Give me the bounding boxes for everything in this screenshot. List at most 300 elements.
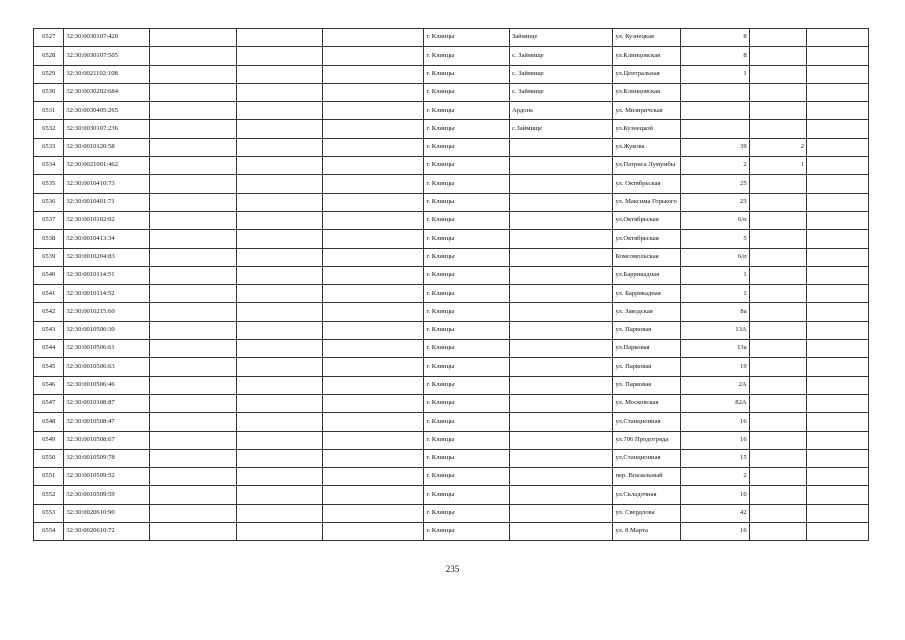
row-number-cell: 6551 [34, 468, 64, 486]
cadastral-number-cell: 32:30:0030107:236 [64, 120, 150, 138]
house-number-cell: 8а [680, 303, 749, 321]
table-row [34, 486, 869, 504]
street-cell: ул. 8 Марта [613, 523, 681, 541]
house-number-cell [680, 83, 749, 101]
empty-cell [236, 120, 323, 138]
flat-number-cell [749, 120, 806, 138]
flat-number-cell [749, 394, 806, 412]
house-number-cell: 6/п [680, 248, 749, 266]
empty-cell [149, 65, 236, 83]
empty-cell [149, 248, 236, 266]
street-cell: пер. Вокзальный [613, 468, 681, 486]
empty-cell [323, 376, 424, 394]
locality-cell [509, 285, 613, 303]
empty-cell [149, 376, 236, 394]
empty-cell [807, 449, 869, 467]
cadastral-number-cell: 32:30:0010114:51 [64, 266, 150, 284]
house-number-cell: 82А [680, 394, 749, 412]
empty-cell [807, 193, 869, 211]
flat-number-cell [749, 83, 806, 101]
row-number-cell: 6535 [34, 175, 64, 193]
locality-cell: с. Займище [509, 47, 613, 65]
flat-number-cell [749, 248, 806, 266]
table-row [34, 340, 869, 358]
locality-cell [509, 449, 613, 467]
house-number-cell: 23 [680, 193, 749, 211]
row-number-cell: 6527 [34, 29, 64, 47]
locality-cell [509, 468, 613, 486]
empty-cell [149, 449, 236, 467]
empty-cell [149, 102, 236, 120]
empty-cell [807, 230, 869, 248]
cadastral-number-cell: 32:30:0021102:108 [64, 65, 150, 83]
empty-cell [149, 193, 236, 211]
locality-cell [509, 211, 613, 229]
row-number-cell: 6539 [34, 248, 64, 266]
locality-cell [509, 138, 613, 156]
cadastral-number-cell: 32:30:0030107:505 [64, 47, 150, 65]
empty-cell [149, 157, 236, 175]
locality-cell [509, 266, 613, 284]
locality-cell: с. Займище [509, 65, 613, 83]
city-cell: г. Клинцы [424, 523, 510, 541]
house-number-cell: 1 [680, 65, 749, 83]
empty-cell [236, 340, 323, 358]
row-number-cell: 6552 [34, 486, 64, 504]
city-cell: г. Клинцы [424, 193, 510, 211]
cadastral-number-cell: 32:30:0010120:58 [64, 138, 150, 156]
flat-number-cell [749, 230, 806, 248]
house-number-cell: 8 [680, 47, 749, 65]
empty-cell [149, 303, 236, 321]
empty-cell [149, 138, 236, 156]
row-number-cell: 6541 [34, 285, 64, 303]
locality-cell [509, 157, 613, 175]
street-cell: Комсомольская [613, 248, 681, 266]
cadastral-number-cell: 32:30:0010102:92 [64, 211, 150, 229]
row-number-cell: 6550 [34, 449, 64, 467]
house-number-cell: 16 [680, 431, 749, 449]
cadastral-number-cell: 32:30:0030202:684 [64, 83, 150, 101]
empty-cell [323, 83, 424, 101]
cadastral-number-cell: 32:30:0010506:30 [64, 321, 150, 339]
locality-cell [509, 358, 613, 376]
flat-number-cell [749, 285, 806, 303]
empty-cell [807, 486, 869, 504]
row-number-cell: 6553 [34, 504, 64, 522]
empty-cell [807, 29, 869, 47]
flat-number-cell [749, 413, 806, 431]
empty-cell [236, 266, 323, 284]
table-row [34, 523, 869, 541]
registry-table [33, 28, 869, 541]
empty-cell [323, 449, 424, 467]
street-cell: ул. Кузнецкая [613, 29, 681, 47]
city-cell: г. Клинцы [424, 175, 510, 193]
empty-cell [323, 413, 424, 431]
empty-cell [807, 321, 869, 339]
house-number-cell: 6/п [680, 211, 749, 229]
table-row [34, 157, 869, 175]
house-number-cell: 8 [680, 29, 749, 47]
city-cell: г. Клинцы [424, 248, 510, 266]
locality-cell [509, 486, 613, 504]
city-cell: г. Клинцы [424, 504, 510, 522]
city-cell: г. Клинцы [424, 394, 510, 412]
cadastral-number-cell: 32:30:0010204:83 [64, 248, 150, 266]
empty-cell [236, 468, 323, 486]
street-cell: ул.Баррикадная [613, 266, 681, 284]
row-number-cell: 6531 [34, 102, 64, 120]
cadastral-number-cell: 32:30:0020610:90 [64, 504, 150, 522]
flat-number-cell [749, 266, 806, 284]
table-row [34, 102, 869, 120]
table-row [34, 504, 869, 522]
empty-cell [149, 29, 236, 47]
street-cell: ул. Мизиричская [613, 102, 681, 120]
table-row [34, 431, 869, 449]
cadastral-number-cell: 32:30:0030107:420 [64, 29, 150, 47]
street-cell: ул. Парковая [613, 376, 681, 394]
empty-cell [807, 285, 869, 303]
city-cell: г. Клинцы [424, 486, 510, 504]
flat-number-cell [749, 358, 806, 376]
table-row [34, 358, 869, 376]
house-number-cell: 2 [680, 157, 749, 175]
table-row [34, 138, 869, 156]
city-cell: г. Клинцы [424, 321, 510, 339]
cadastral-number-cell: 32:30:0010114:52 [64, 285, 150, 303]
empty-cell [236, 523, 323, 541]
empty-cell [236, 394, 323, 412]
street-cell: ул.Станционная [613, 449, 681, 467]
table-row [34, 266, 869, 284]
city-cell: г. Клинцы [424, 468, 510, 486]
row-number-cell: 6545 [34, 358, 64, 376]
empty-cell [236, 211, 323, 229]
street-cell: ул. Заводская [613, 303, 681, 321]
cadastral-number-cell: 32:30:0010508:67 [64, 431, 150, 449]
empty-cell [236, 157, 323, 175]
cadastral-number-cell: 32:30:0010108:87 [64, 394, 150, 412]
street-cell: ул.Станционная [613, 413, 681, 431]
empty-cell [323, 193, 424, 211]
street-cell: ул. Максима Горького [613, 193, 681, 211]
city-cell: г. Клинцы [424, 230, 510, 248]
empty-cell [149, 504, 236, 522]
house-number-cell: 25 [680, 175, 749, 193]
street-cell: ул. Московская [613, 394, 681, 412]
empty-cell [323, 102, 424, 120]
locality-cell: с.Займище [509, 120, 613, 138]
empty-cell [236, 138, 323, 156]
street-cell: ул. Баррикадная [613, 285, 681, 303]
empty-cell [323, 47, 424, 65]
empty-cell [807, 47, 869, 65]
empty-cell [236, 376, 323, 394]
table-row [34, 303, 869, 321]
city-cell: г. Клинцы [424, 211, 510, 229]
cadastral-number-cell: 32:30:0010401:71 [64, 193, 150, 211]
table-row [34, 376, 869, 394]
empty-cell [149, 211, 236, 229]
flat-number-cell [749, 486, 806, 504]
empty-cell [323, 431, 424, 449]
locality-cell: Займище [509, 29, 613, 47]
empty-cell [323, 340, 424, 358]
table-body [34, 29, 869, 541]
row-number-cell: 6548 [34, 413, 64, 431]
row-number-cell: 6532 [34, 120, 64, 138]
city-cell: г. Клинцы [424, 29, 510, 47]
city-cell: г. Клинцы [424, 376, 510, 394]
cadastral-number-cell: 32:30:0010509:78 [64, 449, 150, 467]
empty-cell [807, 65, 869, 83]
empty-cell [149, 523, 236, 541]
table-row [34, 413, 869, 431]
house-number-cell: 19 [680, 358, 749, 376]
street-cell: ул. Октябрьская [613, 175, 681, 193]
empty-cell [323, 285, 424, 303]
empty-cell [149, 83, 236, 101]
table-row [34, 120, 869, 138]
empty-cell [149, 266, 236, 284]
street-cell: ул.706 Продотряда [613, 431, 681, 449]
locality-cell [509, 376, 613, 394]
flat-number-cell [749, 340, 806, 358]
flat-number-cell [749, 468, 806, 486]
empty-cell [807, 175, 869, 193]
locality-cell [509, 230, 613, 248]
city-cell: г. Клинцы [424, 358, 510, 376]
flat-number-cell [749, 29, 806, 47]
empty-cell [323, 504, 424, 522]
empty-cell [236, 285, 323, 303]
street-cell: ул.Складочная [613, 486, 681, 504]
empty-cell [323, 358, 424, 376]
empty-cell [807, 211, 869, 229]
empty-cell [323, 230, 424, 248]
house-number-cell: 13а [680, 340, 749, 358]
cadastral-number-cell: 32:30:0010509:59 [64, 486, 150, 504]
city-cell: г. Клинцы [424, 157, 510, 175]
flat-number-cell [749, 303, 806, 321]
flat-number-cell [749, 376, 806, 394]
house-number-cell: 2А [680, 376, 749, 394]
city-cell: г. Клинцы [424, 431, 510, 449]
empty-cell [807, 394, 869, 412]
house-number-cell: 15 [680, 449, 749, 467]
table-row [34, 468, 869, 486]
cadastral-number-cell: 32:30:0010506:46 [64, 376, 150, 394]
empty-cell [236, 83, 323, 101]
empty-cell [149, 468, 236, 486]
house-number-cell: 13А [680, 321, 749, 339]
empty-cell [323, 65, 424, 83]
cadastral-number-cell: 32:30:0020610:72 [64, 523, 150, 541]
empty-cell [149, 285, 236, 303]
flat-number-cell [749, 175, 806, 193]
empty-cell [236, 193, 323, 211]
flat-number-cell [749, 449, 806, 467]
street-cell: ул.Патриса Лумумбы [613, 157, 681, 175]
locality-cell [509, 413, 613, 431]
empty-cell [323, 468, 424, 486]
empty-cell [323, 266, 424, 284]
flat-number-cell [749, 431, 806, 449]
empty-cell [236, 303, 323, 321]
table-row [34, 211, 869, 229]
empty-cell [323, 248, 424, 266]
empty-cell [149, 413, 236, 431]
empty-cell [149, 486, 236, 504]
street-cell: ул.Жукова [613, 138, 681, 156]
empty-cell [149, 47, 236, 65]
house-number-cell: 2 [680, 468, 749, 486]
empty-cell [149, 175, 236, 193]
empty-cell [149, 120, 236, 138]
row-number-cell: 6546 [34, 376, 64, 394]
row-number-cell: 6538 [34, 230, 64, 248]
cadastral-number-cell: 32:30:0010508:47 [64, 413, 150, 431]
street-cell: ул. Парковая [613, 321, 681, 339]
flat-number-cell [749, 47, 806, 65]
house-number-cell: 16 [680, 523, 749, 541]
row-number-cell: 6536 [34, 193, 64, 211]
city-cell: г. Клинцы [424, 83, 510, 101]
city-cell: г. Клинцы [424, 47, 510, 65]
city-cell: г. Клинцы [424, 449, 510, 467]
cadastral-number-cell: 32:30:0010410:73 [64, 175, 150, 193]
cadastral-number-cell: 32:30:0021001:462 [64, 157, 150, 175]
empty-cell [149, 321, 236, 339]
empty-cell [807, 358, 869, 376]
table-row [34, 193, 869, 211]
flat-number-cell [749, 504, 806, 522]
city-cell: г. Клинцы [424, 413, 510, 431]
empty-cell [236, 431, 323, 449]
locality-cell [509, 523, 613, 541]
row-number-cell: 6549 [34, 431, 64, 449]
empty-cell [807, 504, 869, 522]
empty-cell [323, 157, 424, 175]
cadastral-number-cell: 32:30:0010506:61 [64, 340, 150, 358]
street-cell: ул. Парковая [613, 358, 681, 376]
flat-number-cell [749, 523, 806, 541]
locality-cell [509, 248, 613, 266]
house-number-cell [680, 102, 749, 120]
row-number-cell: 6540 [34, 266, 64, 284]
empty-cell [236, 504, 323, 522]
table-row [34, 230, 869, 248]
city-cell: г. Клинцы [424, 102, 510, 120]
row-number-cell: 6529 [34, 65, 64, 83]
table-row [34, 321, 869, 339]
locality-cell [509, 175, 613, 193]
empty-cell [807, 102, 869, 120]
empty-cell [323, 321, 424, 339]
house-number-cell: 1 [680, 266, 749, 284]
empty-cell [149, 230, 236, 248]
empty-cell [149, 394, 236, 412]
empty-cell [807, 266, 869, 284]
table-row [34, 285, 869, 303]
row-number-cell: 6528 [34, 47, 64, 65]
street-cell: ул.Клинцовская [613, 83, 681, 101]
empty-cell [807, 83, 869, 101]
empty-cell [236, 486, 323, 504]
street-cell: ул.Центральная [613, 65, 681, 83]
row-number-cell: 6533 [34, 138, 64, 156]
empty-cell [323, 486, 424, 504]
city-cell: г. Клинцы [424, 120, 510, 138]
empty-cell [323, 303, 424, 321]
locality-cell [509, 431, 613, 449]
empty-cell [807, 157, 869, 175]
flat-number-cell [749, 102, 806, 120]
city-cell: г. Клинцы [424, 266, 510, 284]
locality-cell [509, 193, 613, 211]
flat-number-cell [749, 193, 806, 211]
house-number-cell: 5 [680, 230, 749, 248]
row-number-cell: 6543 [34, 321, 64, 339]
cadastral-number-cell: 32:30:0010509:52 [64, 468, 150, 486]
empty-cell [807, 468, 869, 486]
empty-cell [236, 175, 323, 193]
table-row [34, 65, 869, 83]
empty-cell [236, 230, 323, 248]
empty-cell [323, 394, 424, 412]
empty-cell [236, 102, 323, 120]
empty-cell [149, 358, 236, 376]
empty-cell [807, 340, 869, 358]
empty-cell [236, 29, 323, 47]
street-cell: ул.Октябрьская [613, 230, 681, 248]
table-row [34, 175, 869, 193]
empty-cell [807, 523, 869, 541]
table-row [34, 394, 869, 412]
row-number-cell: 6544 [34, 340, 64, 358]
flat-number-cell [749, 65, 806, 83]
empty-cell [236, 321, 323, 339]
locality-cell: с. Займище [509, 83, 613, 101]
cadastral-number-cell: 32:30:0010413:34 [64, 230, 150, 248]
empty-cell [807, 431, 869, 449]
row-number-cell: 6534 [34, 157, 64, 175]
empty-cell [236, 47, 323, 65]
empty-cell [323, 175, 424, 193]
empty-cell [149, 340, 236, 358]
locality-cell: Ардонь [509, 102, 613, 120]
row-number-cell: 6537 [34, 211, 64, 229]
house-number-cell: 16 [680, 413, 749, 431]
row-number-cell: 6542 [34, 303, 64, 321]
locality-cell [509, 504, 613, 522]
page-number: 235 [445, 564, 460, 574]
empty-cell [323, 29, 424, 47]
empty-cell [807, 413, 869, 431]
house-number-cell: 10 [680, 486, 749, 504]
flat-number-cell: 1 [749, 157, 806, 175]
empty-cell [323, 211, 424, 229]
house-number-cell [680, 120, 749, 138]
table-row [34, 47, 869, 65]
empty-cell [236, 413, 323, 431]
row-number-cell: 6554 [34, 523, 64, 541]
street-cell: ул.Клинцовская [613, 47, 681, 65]
empty-cell [149, 431, 236, 449]
flat-number-cell [749, 211, 806, 229]
